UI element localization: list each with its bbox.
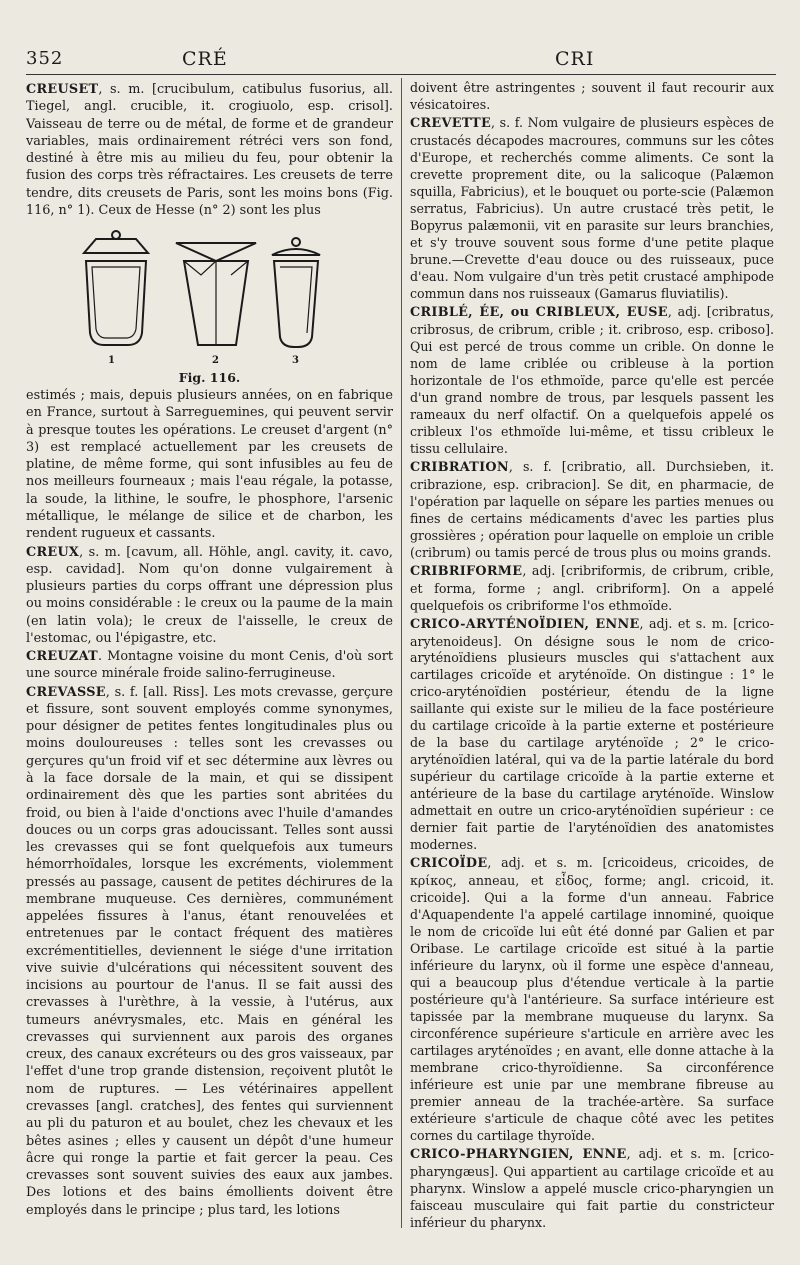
right-column <box>410 80 774 1232</box>
entry-crevasse-text: , s. f. [all. Riss]. Les mots crevasse, gerçure et fissure, sont souvent employés comme synonymes, pour désigner de petites fentes longitudinales plus ou moins douloureuses : telles sont les crevasses ou gerçures qu'un froid vif et sec détermine aux lèvres ou à la face dorsale de la main, et qui se dissipent ordinairement dès que les parties sont abritées du froid, ou bien à l'aide d'onctions avec l'huile d'amandes douces ou un corps gras adoucissant. Telles sont aussi les crevasses qui se font quelquefois aux tumeurs hémorrhoïdales, lorsque les excréments, violemment pressés au passage, causent de petites déchirures de la membrane muqueuse. Ces dernières, communément appelées fissures à l'anus, étant renouvelées et entretenues par le contact fréquent des matières excrémentitielles, deviennent le siége d'une irritation vive suivie d'ulcérations qui nécessitent souvent des incisions au pourtour de l'anus. Il se fait aussi des crevasses à l'urèthre, à la vessie, à l'utérus, aux tumeurs anévrysmales, etc. Mais en général les crevasses qui surviennent aux parois des organes creux, des canaux excréteurs ou des gros vaisseaux, par l'effet d'une trop grande distension, reçoivent plutôt le nom de ruptures. — Les vétérinaires appellent crevasses [angl. cratches], des fentes qui surviennent au pli du paturon et au boulet, chez les chevaux et les bêtes asines ; elles y causent un dépôt d'une humeur âcre qui ronge la partie et fait gercer la peau. Ces crevasses sont souvent suivies des eaux aux jambes. Des lotions et des bains émollients doivent être employés dans le principe ; plus tard, les lotions <box>26 684 393 1218</box>
figure-caption: Fig. 116. <box>178 370 241 386</box>
headword-creuzat: CREUZAT <box>26 649 98 665</box>
headword-cribration: CRIBRATION <box>410 459 509 475</box>
figure-label-1: 1 <box>108 355 115 367</box>
crucible-3-illustration <box>272 238 320 347</box>
figure-label-3: 3 <box>292 355 299 367</box>
page-number: 352 <box>26 48 64 69</box>
headword-crevasse: CREVASSE <box>26 684 106 700</box>
entry-crevasse <box>26 684 393 1219</box>
entry-creuzat-text: . Montagne voisine du mont Cenis, d'où sort une source minérale froide salino-ferrugineuse. <box>26 649 393 682</box>
entry-cribriforme-text: , adj. [cribriformis, de cribrum, crible, et forma, forme ; angl. cribriform]. On a appelé quelquefois os cribriforme l'os ethmoïde. <box>410 562 774 613</box>
entry-crico-arytenoidien <box>410 616 774 855</box>
entry-creux-text: , s. m. [cavum, all. Höhle, angl. cavity, it. cavo, esp. cavidad]. Nom qu'on donne vulgairement à plusieurs parties du corps offrant une dépression plus ou moins considérable : le creux ou la paume de la main (en latin vola); le creux de l'aisselle, le creux de l'estomac, ou l'épigastre, etc. <box>26 544 393 646</box>
entry-cribration-text: , s. f. [cribratio, all. Durchsieben, it. cribrazione, esp. cribracion]. Se dit, en pharmacie, de l'opération par laquelle on sépare les parties menues ou fines de certains médicaments d'avec les parties plus grossières ; opération pour laquelle on emploie un crible (cribrum) ou tamis percé de trous plus ou moins grands. <box>410 458 774 560</box>
entry-crico-arytenoidien-text: , adj. et s. m. [crico-arytenoideus]. On désigne sous le nom de crico-aryténoïdiens plusieurs muscles qui s'attachent aux cartilages cricoïde et aryténoïde. On distingue : 1° le crico-aryténoïdien postérieur, étendu de la ligne saillante qui existe sur le milieu de la face postérieure du cartilage cricoïde à la partie externe et postérieure de la base du cartilage aryténoïde ; 2° le crico-aryténoïdien latéral, qui va de la partie latérale du bord supérieur du cartilage cricoïde à la partie externe et antérieure de la base du cartilage aryténoïde. Winslow admettait en outre un crico-aryténoïdien supérieur : ce dernier fait partie de l'aryténoïdien des anatomistes modernes. <box>410 615 775 853</box>
entry-crico-pharyngien <box>410 1146 774 1232</box>
entry-creuset-continued: estimés ; mais, depuis plusieurs années, on en fabrique en France, surtout à Sarreguemines, qui peuvent servir à presque toutes les opérations. Le creuset d'argent (n° 3) est remplacé actuellement par les creusets de platine, de même forme, qui sont infusibles au feu de nos meilleurs fourneaux ; mais l'eau régale, la potasse, la soude, la lithine, le soufre, le phosphore, l'arsenic métallique, le mélange de silice et de charbon, les rendent rugueux et cassants. <box>26 388 393 542</box>
entry-crevette <box>410 115 774 303</box>
header-rule <box>26 74 776 75</box>
headword-creux: CREUX <box>26 544 80 560</box>
figure-label-2: 2 <box>212 355 219 367</box>
figure-crucibles <box>26 219 393 387</box>
entry-cricoide <box>410 855 774 1145</box>
entry-crico-pharyngien-text: , adj. et s. m. [crico-pharyngæus]. Qui appartient au cartilage cricoïde et au pharynx. Winslow a appelé muscle crico-pharyngien un faisceau musculaire qui fait partie du constricteur inférieur du pharynx. <box>410 1146 775 1230</box>
crucible-1-illustration <box>84 231 148 345</box>
headword-creuset: CREUSET <box>26 82 99 97</box>
entry-creuset <box>26 81 393 219</box>
headword-crico-pharyngien: CRICO-PHARYNGIEN, ENNE <box>410 1147 627 1163</box>
entry-crevette-text: , s. f. Nom vulgaire de plusieurs espèces de crustacés décapodes macroures, communs sur les côtes d'Europe, et recherchés comme aliments. Ce sont la crevette proprement dite, ou la salicoque (Palæmon squilla, Fabricius), et le bouquet ou porte-scie (Palæmon serratus, Fabricius). Un autre crustacé très petit, le Bopyrus palæmonii, vit en parasite sur leurs branchies, et s'y trouve souvent sous forme d'une petite plaque brune.—Crevette d'eau douce ou des ruisseaux, puce d'eau. Nom vulgaire d'un très petit crustacé amphipode commun dans nos ruisseaux (Gamarus fluviatilis). <box>410 114 774 301</box>
entry-crible-text: , adj. [cribratus, cribrosus, de cribrum, crible ; it. cribroso, esp. criboso]. Qui est percé de trous comme un crible. On donne le nom de lame criblée ou cribleuse à la portion horizontale de l'os ethmoïde, parce qu'elle est percée d'un grand nombre de trous, par lesquels passent les rameaux du nerf olfactif. On a quelquefois appelé os cribleux l'os ethmoïde lui-même, et tissu cribleux le tissu cellulaire. <box>410 303 775 456</box>
entry-crevasse-continued: doivent être astringentes ; souvent il faut recourir aux vésicatoires. <box>410 80 774 112</box>
entry-creuset-text: , s. m. [crucibulum, catibulus fusorius, all. Tiegel, angl. crucible, it. crogiuolo, esp. crisol]. Vaisseau de terre ou de métal, de forme et de grandeur variables, mais ordinairement rétréci vers son fond, destiné à être mis au milieu du feu, pour obtenir la fusion des corps très réfractaires. Les creusets de terre tendre, dits creusets de Paris, sont les moins bons (Fig. 116, n° 1). Ceux de Hesse (n° 2) sont les plus <box>26 82 393 218</box>
headword-cricoide: CRICOÏDE <box>410 856 488 872</box>
entry-creuzat <box>26 648 393 683</box>
headword-crible: CRIBLÉ, ÉE, ou CRIBLEUX, EUSE <box>410 304 668 320</box>
running-head-left: CRÉ <box>182 48 228 70</box>
crucibles-illustration <box>76 225 336 370</box>
left-column <box>26 80 393 1219</box>
entry-crible <box>410 304 774 458</box>
headword-crevette: CREVETTE <box>410 115 491 131</box>
entry-cribriforme <box>410 563 774 615</box>
headword-crico-arytenoidien: CRICO-ARYTÉNOÏDIEN, ENNE <box>410 616 640 632</box>
running-head-right: CRI <box>555 48 595 70</box>
entry-cribration <box>410 459 774 562</box>
entry-cricoide-text: , adj. et s. m. [cricoideus, cricoides, de κρίκος, anneau, et εἶδος, forme; angl. cricoid, it. cricoide]. Qui a la forme d'un anneau. Fabrice d'Aquapendente l'a appelé cartilage innominé, quoique le nom de cricoïde lui eût été donné par Galien et par Oribase. Le cartilage cricoïde est situé à la partie inférieure du larynx, où il forme une espèce d'anneau, qui a beaucoup plus d'étendue verticale à la partie postérieure qu'à l'antérieure. Sa surface intérieure est tapissée par la membrane muqueuse du larynx. Sa circonférence supérieure s'articule en arrière avec les cartilages aryténoïdes ; en avant, elle donne attache à la membrane crico-thyroïdienne. Sa circonférence inférieure est unie par une membrane fibreuse au premier anneau de la trachée-artère. Sa surface extérieure s'articule de chaque côté avec les petites cornes du cartilage thyroïde. <box>410 855 774 1144</box>
entry-creux <box>26 544 393 648</box>
crucible-2-illustration <box>176 243 256 345</box>
column-divider <box>401 78 402 1228</box>
headword-cribriforme: CRIBRIFORME <box>410 563 523 579</box>
